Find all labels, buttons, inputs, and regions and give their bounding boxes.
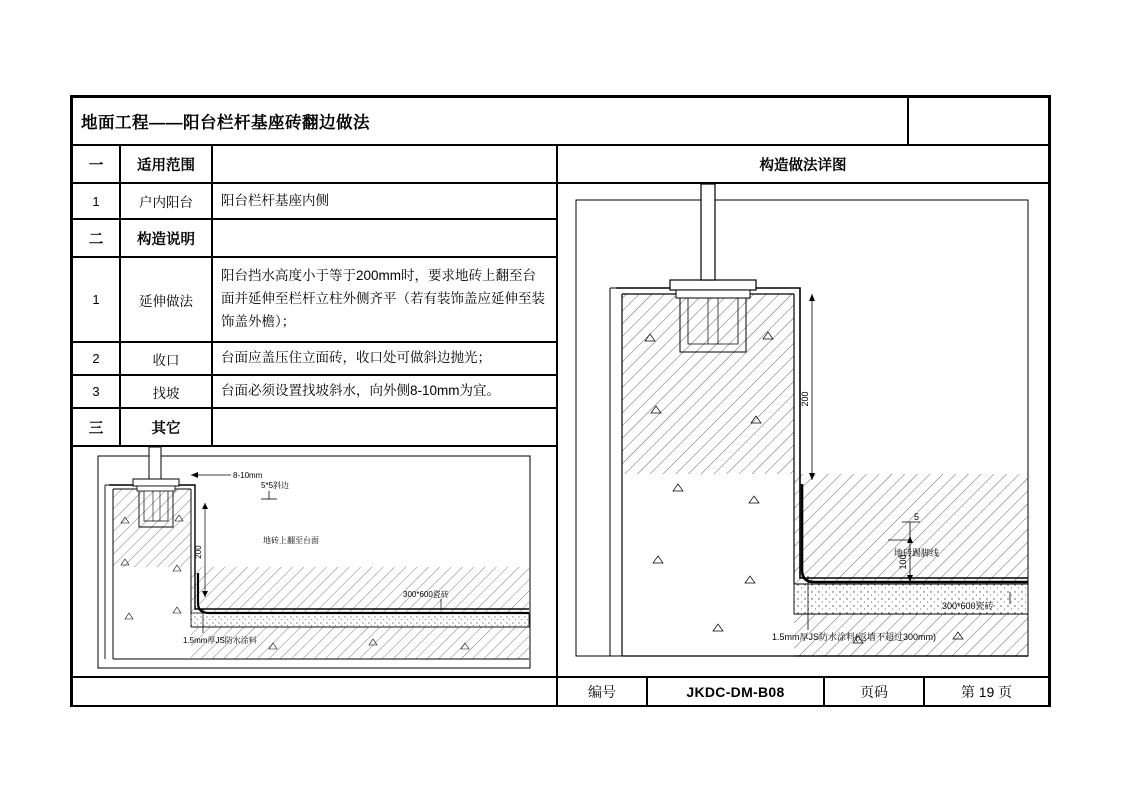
footer-left-blank [72, 677, 557, 707]
section-two-index: 二 [72, 219, 120, 257]
table-row-label: 找坡 [120, 375, 212, 408]
small-dim-200-label: 200 [194, 545, 203, 559]
section-one-label: 适用范围 [120, 145, 212, 183]
skirting-label: 地砖踢脚线 [894, 548, 940, 558]
slope-label: 8-10mm [233, 471, 263, 480]
sheet-inner [72, 97, 1049, 705]
table-row-num: 1 [72, 183, 120, 219]
tile-label: 300*600瓷砖 [942, 601, 994, 611]
footer-page-value: 第 19 页 [924, 677, 1049, 707]
section-one-index: 一 [72, 145, 120, 183]
main-detail-svg [558, 184, 1048, 676]
section-three-label: 其它 [120, 408, 212, 446]
small-detail-drawing [73, 447, 556, 676]
waterproof-label: 1.5mm厚JS防水涂料(返墙不超过300mm) [772, 632, 937, 642]
footer-number-value: JKDC-DM-B08 [647, 677, 824, 707]
footer-number-label: 编号 [557, 677, 647, 707]
section-one-blank [212, 145, 557, 183]
table-row-label: 户内阳台 [120, 183, 212, 219]
section-three-index: 三 [72, 408, 120, 446]
footer-page-label: 页码 [824, 677, 924, 707]
chamfer-label: 5*5斜边 [261, 481, 290, 490]
section-two-blank [212, 219, 557, 257]
sheet-title-cell [72, 97, 908, 145]
table-row-num: 3 [72, 375, 120, 408]
small-waterproof-label: 1.5mm厚JS防水涂料 [183, 636, 257, 645]
dim-200-label: 200 [800, 391, 810, 407]
main-detail-drawing [558, 184, 1048, 676]
section-two-label: 构造说明 [120, 219, 212, 257]
title-right-blank [908, 97, 1049, 145]
table-row-text: 台面应盖压住立面砖，收口处可做斜边抛光； [212, 342, 557, 375]
detail-header: 构造做法详图 [557, 145, 1049, 183]
drawing-sheet [70, 95, 1051, 707]
table-row-text: 阳台挡水高度小于等于200mm时，要求地砖上翻至台面并延伸至栏杆立柱外侧齐平（若有装饰盖应延伸至装饰盖外檐）； [212, 257, 557, 342]
table-row-label: 延伸做法 [120, 257, 212, 342]
page-title: 地面工程——阳台栏杆基座砖翻边做法 [81, 114, 370, 132]
dim-100-label: 100 [898, 554, 908, 570]
small-tile-label: 300*600瓷砖 [403, 590, 449, 599]
small-detail-svg [73, 447, 556, 676]
tile-up-label: 地砖上翻至台面 [263, 536, 319, 545]
section-three-blank [212, 408, 557, 446]
table-row-num: 2 [72, 342, 120, 375]
table-row-label: 收口 [120, 342, 212, 375]
table-row-text: 阳台栏杆基座内侧 [212, 183, 557, 219]
table-row-text: 台面必须设置找坡斜水，向外侧8-10mm为宜。 [212, 375, 557, 408]
table-row-num: 1 [72, 257, 120, 342]
dim-5-label: 5 [914, 512, 920, 522]
